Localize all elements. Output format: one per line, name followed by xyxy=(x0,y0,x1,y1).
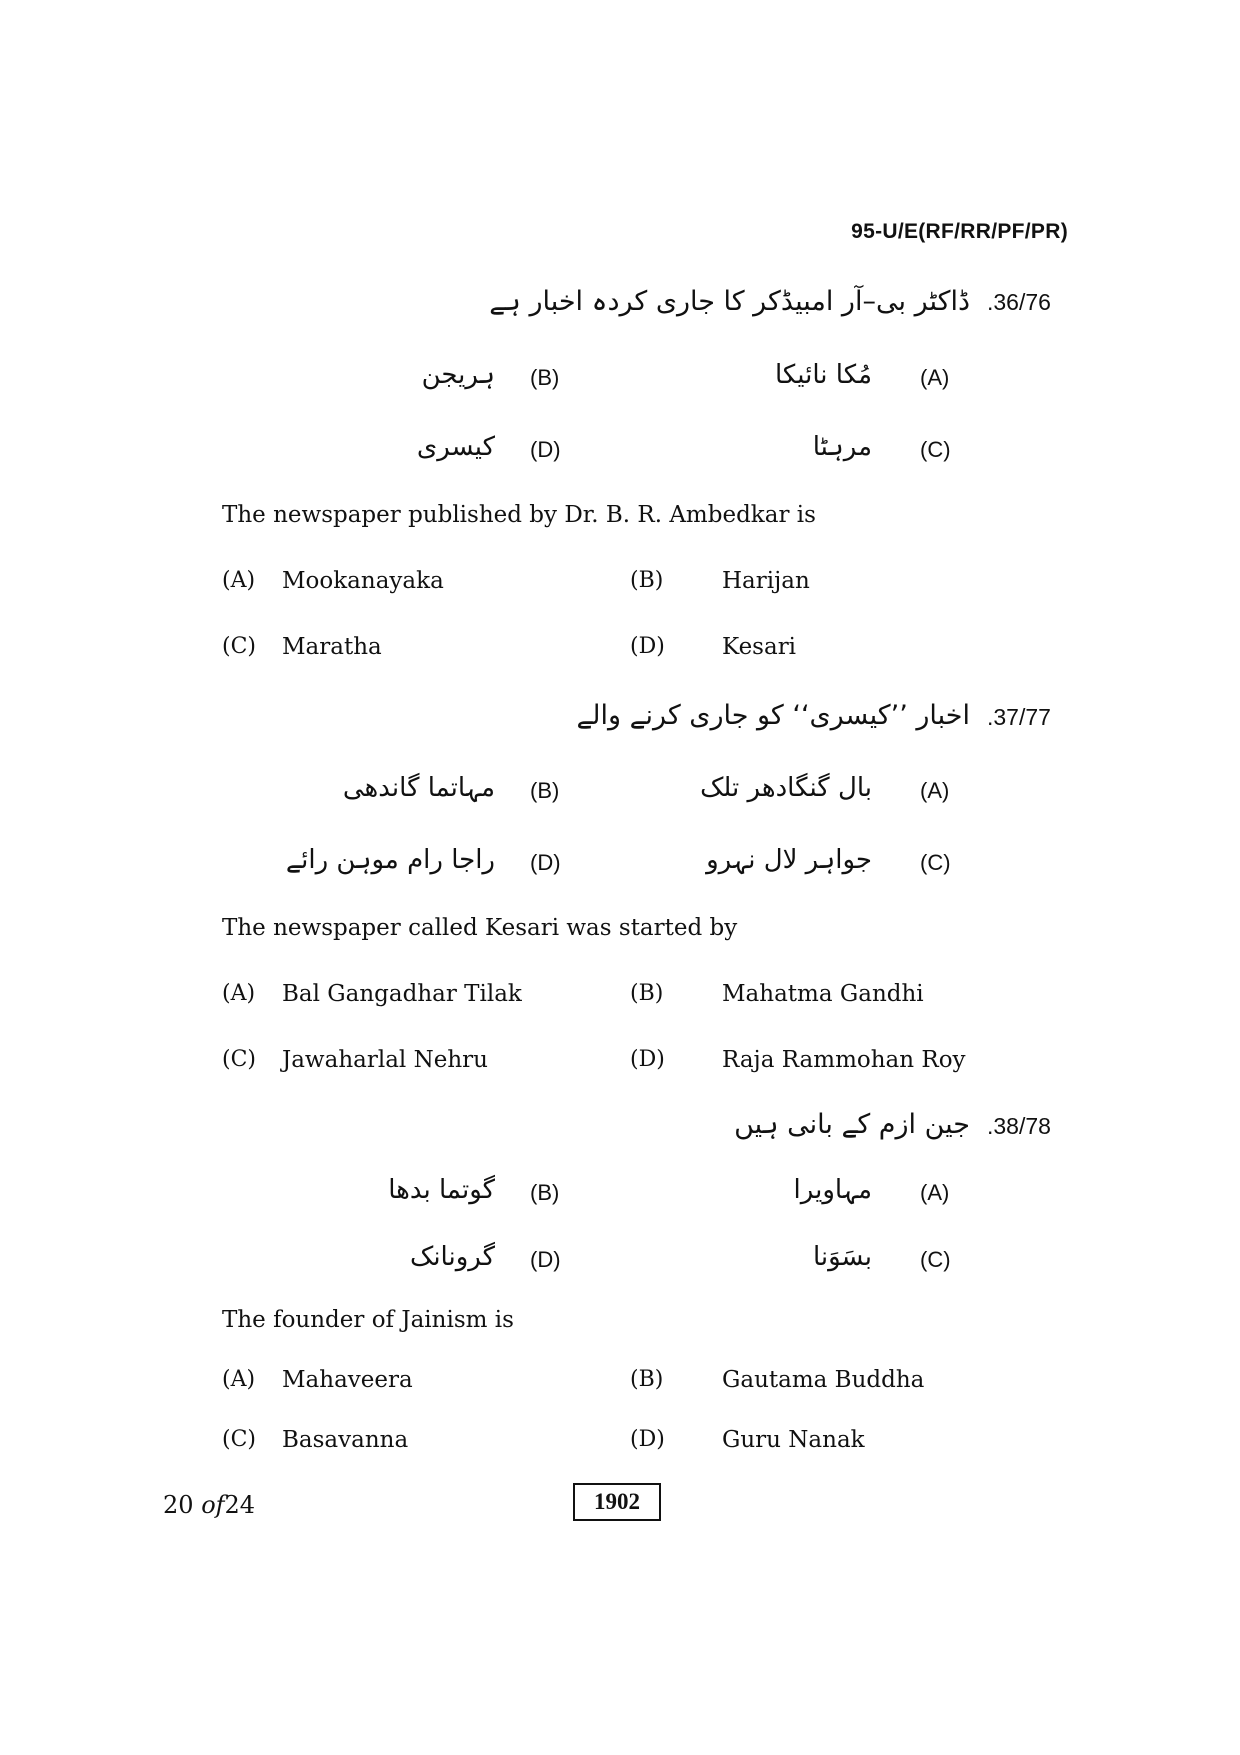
english-option-letter: (C) xyxy=(222,634,256,659)
question-number: .36/76 xyxy=(987,289,1051,315)
urdu-option-letter: (D) xyxy=(530,437,561,462)
english-option-text: Basavanna xyxy=(282,1427,409,1453)
english-option-text: Maratha xyxy=(282,634,382,660)
urdu-question-text: اخبار ’’کیسری‘‘ کو جاری کرنے والے xyxy=(576,700,970,731)
urdu-option-letter: (D) xyxy=(530,850,561,875)
urdu-option-letter: (C) xyxy=(920,850,951,875)
urdu-option-letter: (D) xyxy=(530,1247,561,1272)
english-option-text: Raja Rammohan Roy xyxy=(722,1047,966,1073)
english-option-letter: (A) xyxy=(222,568,256,593)
english-option-letter: (B) xyxy=(630,568,664,593)
urdu-option-text: راجا رام موہن رائے xyxy=(285,845,495,875)
urdu-option-text: بسَوَنا xyxy=(812,1242,872,1272)
english-question-text: The newspaper published by Dr. B. R. Ambedkar is xyxy=(222,502,816,528)
english-option-letter: (B) xyxy=(630,981,664,1006)
english-option-letter: (C) xyxy=(222,1047,256,1072)
urdu-option-text: مرہٹا xyxy=(812,432,872,462)
urdu-option-letter: (B) xyxy=(530,778,560,803)
urdu-question-text: جین ازم کے بانی ہیں xyxy=(734,1109,970,1140)
urdu-option-letter: (A) xyxy=(920,1180,950,1205)
urdu-option-text: بال گنگادھر تلک xyxy=(700,773,872,803)
question-number: .38/78 xyxy=(987,1113,1051,1139)
urdu-option-text: گوتما بدھا xyxy=(388,1175,495,1205)
english-option-text: Guru Nanak xyxy=(722,1427,865,1453)
urdu-option-text: کیسری xyxy=(416,432,495,462)
urdu-option-letter: (B) xyxy=(530,365,560,390)
urdu-option-text: مہاویرا xyxy=(793,1175,872,1205)
urdu-option-text: جواہر لال نہرو xyxy=(706,845,872,875)
question-number: .37/77 xyxy=(987,704,1051,730)
english-option-letter: (A) xyxy=(222,981,256,1006)
urdu-option-letter: (C) xyxy=(920,1247,951,1272)
paper-code: 95-U/E(RF/RR/PF/PR) xyxy=(851,220,1068,243)
english-option-text: Mookanayaka xyxy=(282,568,444,594)
page-total: 24 xyxy=(224,1491,256,1519)
page-of: of xyxy=(201,1491,225,1519)
urdu-option-text: مہاتما گاندھی xyxy=(342,773,495,803)
english-option-letter: (D) xyxy=(630,1047,665,1072)
english-option-letter: (C) xyxy=(222,1427,256,1452)
english-option-text: Harijan xyxy=(722,568,810,594)
urdu-option-letter: (C) xyxy=(920,437,951,462)
urdu-option-text: گرونانک xyxy=(410,1242,495,1272)
english-option-letter: (D) xyxy=(630,1427,665,1452)
english-option-text: Gautama Buddha xyxy=(722,1367,925,1393)
urdu-option-text: ہریجن xyxy=(421,360,495,390)
english-option-text: Mahaveera xyxy=(282,1367,413,1393)
urdu-option-letter: (B) xyxy=(530,1180,560,1205)
urdu-option-text: مُکا نائیکا xyxy=(775,360,872,390)
english-question-text: The newspaper called Kesari was started by xyxy=(222,915,738,941)
english-option-text: Bal Gangadhar Tilak xyxy=(282,981,522,1007)
booklet-code-box: 1902 xyxy=(573,1483,661,1521)
urdu-option-letter: (A) xyxy=(920,778,950,803)
english-option-text: Mahatma Gandhi xyxy=(722,981,924,1007)
urdu-question-text: ڈاکٹر بی–آر امبیڈکر کا جاری کردہ اخبار ہے xyxy=(489,286,970,317)
page-current: 20 xyxy=(163,1491,194,1519)
urdu-option-letter: (A) xyxy=(920,365,950,390)
english-option-letter: (D) xyxy=(630,634,665,659)
english-option-letter: (B) xyxy=(630,1367,664,1392)
english-question-text: The founder of Jainism is xyxy=(222,1307,514,1333)
english-option-text: Jawaharlal Nehru xyxy=(282,1047,488,1073)
page-number xyxy=(163,1491,255,1519)
english-option-letter: (A) xyxy=(222,1367,256,1392)
english-option-text: Kesari xyxy=(722,634,797,660)
